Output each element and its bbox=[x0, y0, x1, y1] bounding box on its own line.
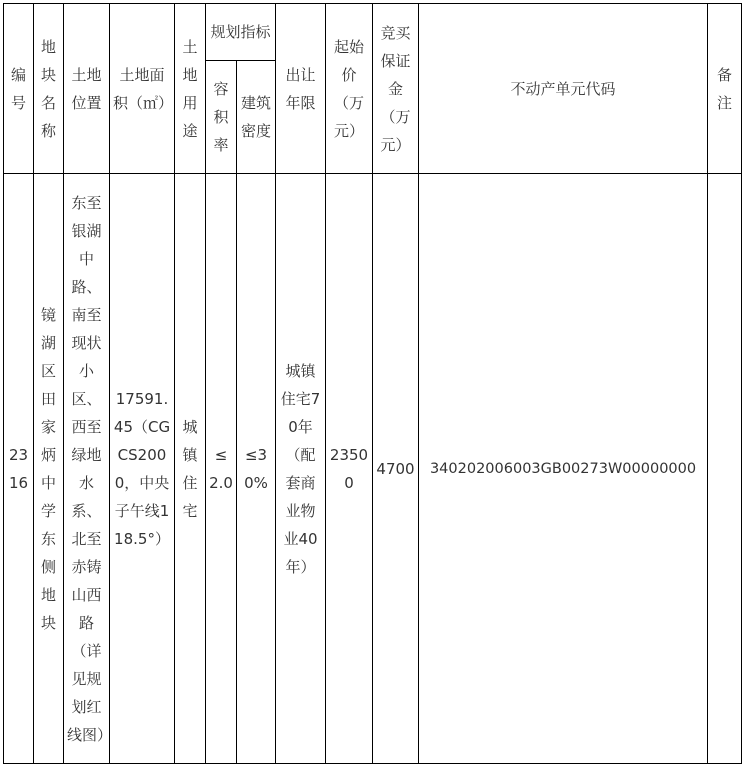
cell-deposit: 4700 bbox=[373, 174, 419, 764]
header-far: 容积率 bbox=[206, 61, 237, 174]
header-density: 建筑密度 bbox=[237, 61, 276, 174]
land-transfer-table bbox=[3, 3, 742, 764]
header-area: 土地面积（㎡） bbox=[110, 4, 175, 174]
cell-name: 镜湖区田家炳中学东侧地块 bbox=[34, 174, 64, 764]
table-row bbox=[4, 174, 742, 764]
header-unit-code: 不动产单元代码 bbox=[419, 4, 708, 174]
cell-term: 城镇住宅70年（配套商业物业40年） bbox=[276, 174, 326, 764]
cell-unit-code: 340202006003GB00273W00000000 bbox=[419, 174, 708, 764]
header-term: 出让年限 bbox=[276, 4, 326, 174]
cell-area: 17591.45（CGCS2000，中央子午线118.5°） bbox=[110, 174, 175, 764]
header-no: 编号 bbox=[4, 4, 34, 174]
cell-far: ≤2.0 bbox=[206, 174, 237, 764]
cell-no: 2316 bbox=[4, 174, 34, 764]
header-planning: 规划指标 bbox=[206, 4, 276, 61]
header-remark: 备注 bbox=[708, 4, 742, 174]
cell-location: 东至银湖中路、南至现状小区、西至绿地水系、北至赤铸山西路（详见规划红线图） bbox=[64, 174, 110, 764]
cell-start-price: 23500 bbox=[326, 174, 373, 764]
header-use: 土地用途 bbox=[175, 4, 206, 174]
cell-use: 城镇住宅 bbox=[175, 174, 206, 764]
header-start-price: 起始价（万元） bbox=[326, 4, 373, 174]
header-name: 地块名称 bbox=[34, 4, 64, 174]
header-location: 土地位置 bbox=[64, 4, 110, 174]
cell-remark bbox=[708, 174, 742, 764]
table-header-row bbox=[4, 4, 742, 61]
cell-density: ≤30% bbox=[237, 174, 276, 764]
header-deposit: 竞买保证金（万元） bbox=[373, 4, 419, 174]
